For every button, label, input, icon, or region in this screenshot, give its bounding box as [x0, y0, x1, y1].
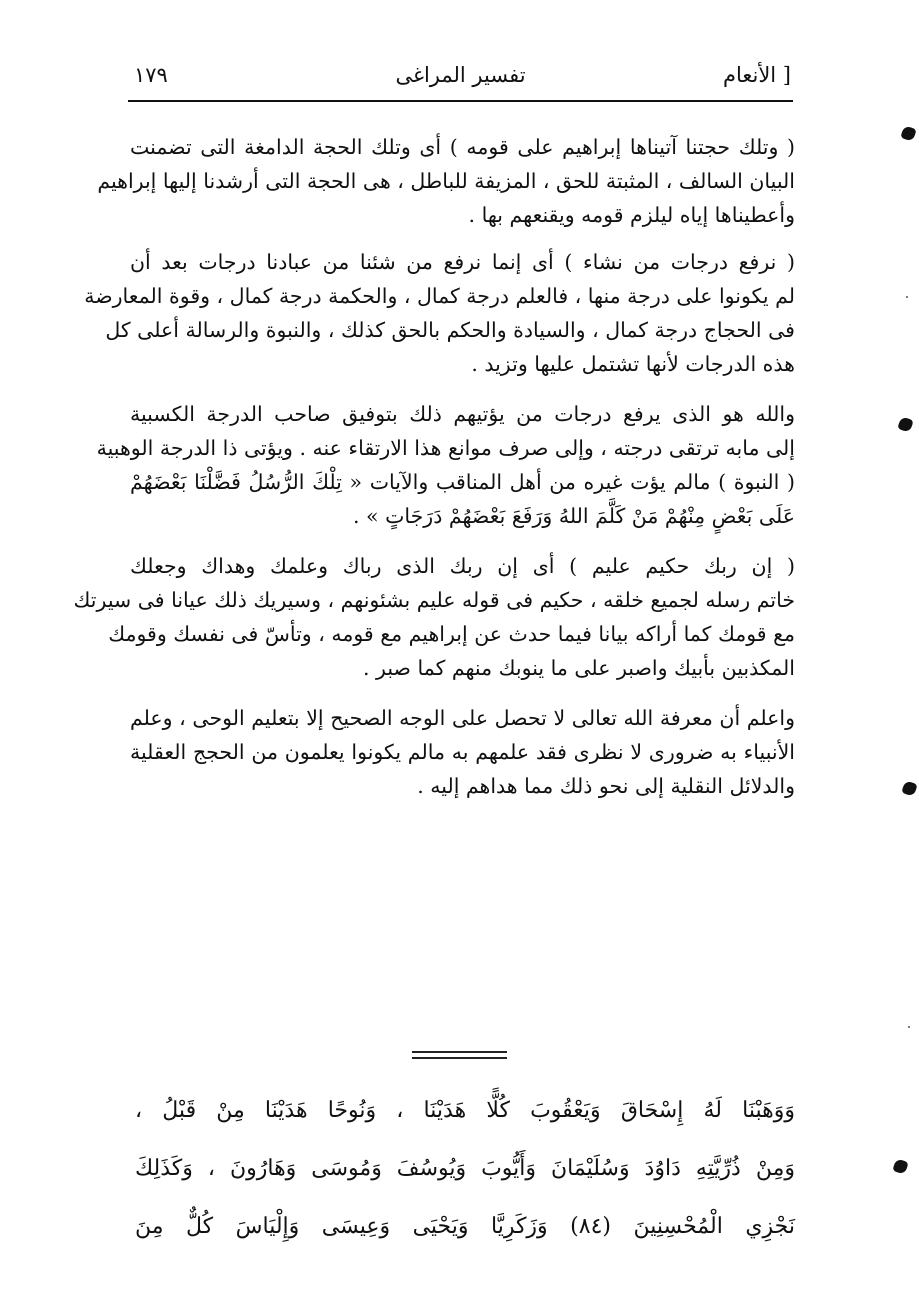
- paragraph-4: [73, 549, 795, 685]
- text-line: خاتم رسله لجميع خلقه ، حكيم فى قوله عليم بشئونهم ، وسيريك ذلك عيانا فى سيرتك: [73, 588, 795, 612]
- book-title: تفسير المراغى: [395, 63, 526, 87]
- text-line: وأعطيناها إياه ليلزم قومه ويقنعهم بها .: [468, 203, 795, 227]
- text-line: ( إن ربك حكيم عليم ) أى إن ربك الذى رباك وعلمك وهداك وجعلك: [130, 554, 795, 578]
- text-line: لم يكونوا على درجة منها ، فالعلم درجة كمال ، والحكمة درجة كمال ، وقوة المعارضة: [84, 284, 795, 308]
- text-line: إلى مابه ترتقى درجته ، وإلى صرف موانع هذا الارتقاء عنه . ويؤتى ذا الدرجة الوهبية: [96, 436, 795, 460]
- surah-name: الأنعام ]: [722, 63, 791, 87]
- paragraph-3: [96, 397, 795, 533]
- text-line: هذه الدرجات لأنها تشتمل عليها وتزيد .: [471, 352, 795, 376]
- scan-speck: [908, 1026, 910, 1028]
- text-line: ( النبوة ) مالم يؤت غيره من أهل المناقب والآيات « تِلْكَ الرُّسُلُ فَضَّلْنَا بَعْضَهُمْ: [130, 470, 795, 494]
- margin-ink-mark: [900, 125, 917, 142]
- text-line: فى الحجاج درجة كمال ، والسيادة والحكم بالحق كذلك ، والنبوة والرسالة أعلى كل: [105, 318, 795, 342]
- margin-ink-mark: [897, 416, 914, 433]
- text-line: والله هو الذى يرفع درجات من يؤتيهم ذلك بتوفيق صاحب الدرجة الكسبية: [130, 402, 795, 426]
- page-header: [128, 58, 793, 98]
- section-separator: [412, 1051, 507, 1059]
- text-line: عَلَى بَعْضٍ مِنْهُمْ مَنْ كَلَّمَ اللهُ وَرَفَعَ بَعْضَهُمْ دَرَجَاتٍ » .: [352, 504, 795, 528]
- margin-ink-mark: [901, 780, 918, 797]
- text-line: والدلائل النقلية إلى نحو ذلك مما هداهم إليه .: [417, 774, 795, 798]
- text-line: ( نرفع درجات من نشاء ) أى إنما نرفع من شئنا من عبادنا درجات بعد أن: [130, 250, 795, 274]
- paragraph-2: [84, 245, 795, 381]
- quran-verses: [135, 1085, 795, 1259]
- scan-speck: [906, 296, 908, 298]
- paragraph-1: [97, 130, 796, 232]
- text-line: الأنبياء به ضرورى لا نظرى فقد علمهم به مالم يكونوا يعلمون من الحجج العقلية: [130, 740, 795, 764]
- text-line: ( وتلك حجتنا آتيناها إبراهيم على قومه ) أى وتلك الحجة الدامغة التى تضمنت: [130, 135, 796, 159]
- paragraph-5: [130, 701, 795, 803]
- verse-line: وَمِنْ ذُرِّيَّتِهِ دَاوُدَ وَسُلَيْمَانَ وَأَيُّوبَ وَيُوسُفَ وَمُوسَى وَهَارُونَ ، وَكَذَلِكَ: [135, 1156, 795, 1181]
- header-rule: [128, 100, 793, 102]
- verse-line: نَجْزِي الْمُحْسِنِينَ (٨٤) وَزَكَرِيَّا وَيَحْيَى وَعِيسَى وَإِلْيَاسَ كُلٌّ مِنَ: [135, 1214, 796, 1239]
- page-number: ١٧٩: [134, 63, 168, 87]
- text-line: مع قومك كما أراكه بيانا فيما حدث عن إبراهيم مع قومه ، وتأسّ فى نفسك وقومك: [108, 622, 795, 646]
- verse-line: وَوَهَبْنَا لَهُ إِسْحَاقَ وَيَعْقُوبَ كُلًّا هَدَيْنَا ، وَنُوحًا هَدَيْنَا مِنْ قَبْلُ ،: [135, 1098, 795, 1123]
- margin-ink-mark: [892, 1158, 909, 1175]
- text-line: واعلم أن معرفة الله تعالى لا تحصل على الوجه الصحيح إلا بتعليم الوحى ، وعلم: [130, 706, 795, 730]
- commentary-text: [73, 130, 796, 803]
- text-line: البيان السالف ، المثبتة للحق ، المزيفة للباطل ، هى الحجة التى أرشدنا إليها إبراهيم: [97, 169, 795, 193]
- text-line: المكذبين بأبيك واصبر على ما ينوبك منهم كما صبر .: [363, 656, 795, 680]
